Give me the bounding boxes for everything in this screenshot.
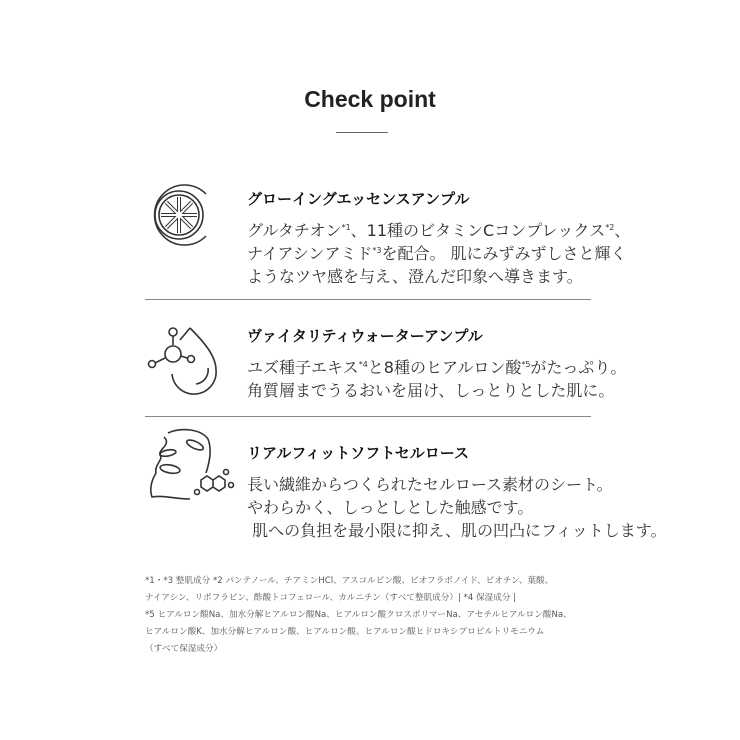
body-line: ナイアシンアミド$^{*3}$を配合。 肌にみずみずしさと輝く <box>247 244 627 263</box>
footnote-line: ナイアシン、リボフラビン、酢酸トコフェロール、カルニチン（すべて整肌成分）| *4 保湿成分 | <box>145 593 517 603</box>
divider <box>145 299 591 300</box>
body-line: 肌への負担を最小限に抑え、肌の凹凸にフィットします。 <box>247 521 667 540</box>
page-title: Check point <box>304 86 436 112</box>
section-vitality-water-ampoule <box>247 325 626 401</box>
body-line: グルタチオン$^{*1}$、11種のビタミンCコンプレックス$^{*2}$、 <box>247 221 631 240</box>
molecule-droplet-icon <box>146 322 226 397</box>
section-real-fit-soft-cellulose <box>247 442 667 541</box>
footnote-line: *1・*3 整肌成分 *2 パンテノール、チアミンHCl、アスコルビン酸、ビオフラボノイド、ビオチン、葉酸、 <box>145 576 554 586</box>
body-line: ユズ種子エキス$^{*4}$と8種のヒアルロン酸$^{*5}$がたっぷり。 <box>247 358 627 377</box>
divider <box>145 416 591 417</box>
body-line: 長い繊維からつくられたセルロース素材のシート。 <box>247 475 613 494</box>
section-heading: ヴァイタリティウォーターアンプル <box>247 327 483 345</box>
title-underline <box>336 132 388 133</box>
footnote-line: *5 ヒアルロン酸Na、加水分解ヒアルロン酸Na、ヒアルロン酸クロスポリマーNa、アセチルヒアルロン酸Na、 <box>145 610 572 620</box>
footnote-line: （すべて保湿成分） <box>145 644 223 654</box>
body-line: やわらかく、しっとしとした触感です。 <box>247 498 534 517</box>
section-heading: グローイングエッセンスアンプル <box>247 190 470 208</box>
body-line: 角質層までうるおいを届け、しっとりとした肌に。 <box>247 381 615 400</box>
footnotes <box>145 573 572 658</box>
body-line: ようなツヤ感を与え、澄んだ印象へ導きます。 <box>247 267 583 286</box>
footnote-line: ヒアルロン酸K、加水分解ヒアルロン酸、ヒアルロン酸、ヒアルロン酸ヒドロキシプロピルトリモニウム <box>145 627 545 637</box>
sheet-mask-icon <box>146 425 236 505</box>
citrus-slice-icon <box>146 180 216 250</box>
section-glowing-essence-ampoule <box>247 188 630 287</box>
section-heading: リアルフィットソフトセルロース <box>247 444 470 462</box>
